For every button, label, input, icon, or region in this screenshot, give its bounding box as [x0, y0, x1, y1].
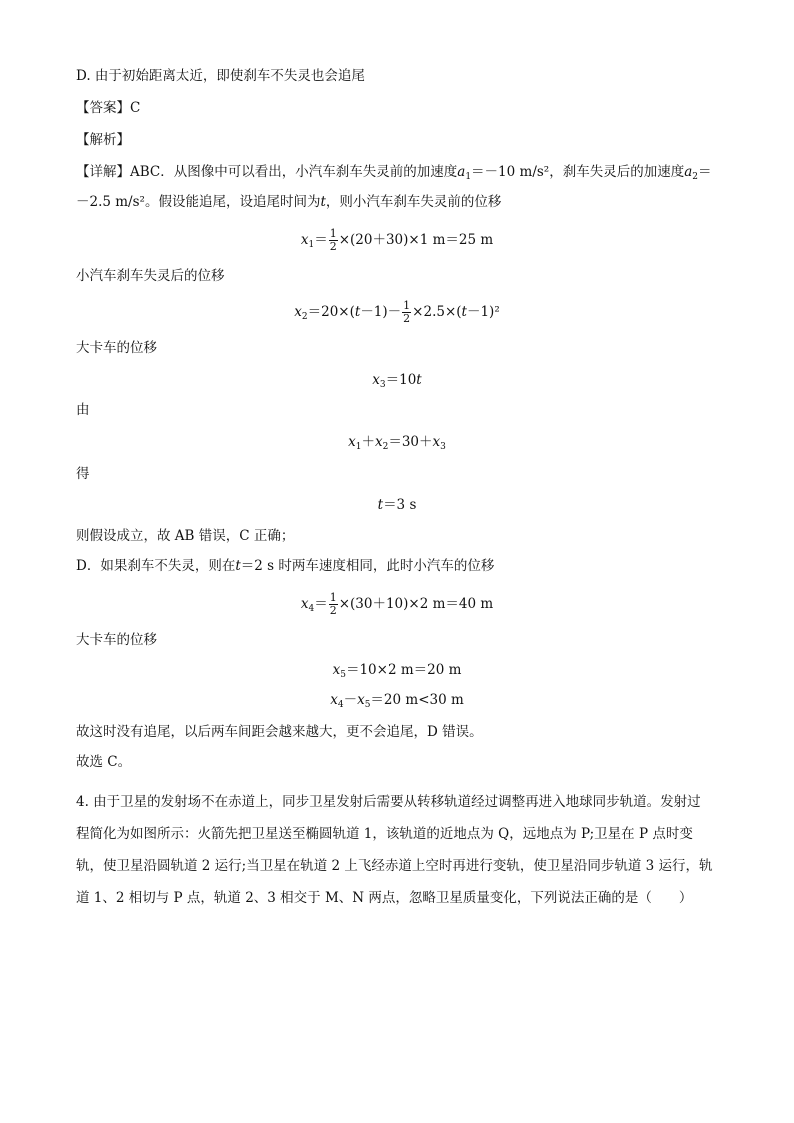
text-you: 由 — [76, 402, 90, 418]
equation-text: ＝30＋ — [388, 434, 433, 450]
equation-x1: $x_1=$ $\frac{1}{2}$ ×(20＋30)×1 m＝25 m — [300, 227, 494, 253]
equation-text: ×(20＋30)×1 m＝25 m — [338, 232, 494, 248]
detail-line-2: －2.5 m/s²。假设能追尾，设追尾时间为t，则小汽车刹车失灵前的位移 — [76, 194, 502, 210]
detail-text: ＝2 s 时两车速度相同，此时小汽车的位移 — [240, 558, 495, 574]
text-x3-intro: 大卡车的位移 — [76, 340, 157, 356]
equation-text: ×(30＋10)×2 m＝40 m — [338, 596, 494, 612]
answer-value: C — [130, 100, 141, 116]
equation-text: －1)－ — [360, 304, 402, 320]
equation-text: ×2.5×( — [412, 304, 462, 320]
question-4-line-3: 轨，使卫星沿圆轨道 2 运行;当卫星在轨道 2 上飞经赤道上空时再进行变轨，使卫星沿同步轨道 3 运行，轨 — [76, 858, 713, 874]
question-4-line-1: 4. 由于卫星的发射场不在赤道上，同步卫星发射后需要从转移轨道经过调整再进入地球同步轨道。发射过 — [76, 794, 701, 810]
text-conclusion-abc: 则假设成立，故 AB 错误，C 正确； — [76, 528, 295, 544]
equation-text: ＝3 s — [383, 496, 417, 513]
equation-sum: $x_1+x_2=30+x_3$ — [348, 434, 446, 452]
equation-t: t＝3 s — [377, 496, 417, 513]
detail-text: D．如果刹车不失灵，则在 — [76, 558, 236, 574]
answer-row — [76, 98, 140, 118]
option-d: D. 由于初始距离太近，即使刹车不失灵也会追尾 — [76, 68, 365, 84]
text-de: 得 — [76, 466, 90, 482]
equation-text: －1)² — [466, 304, 500, 320]
text-x2-intro: 小汽车刹车失灵后的位移 — [76, 268, 225, 284]
equation-text: ＝10×2 m＝20 m — [345, 662, 462, 678]
detail-text: －2.5 m/s²。假设能追尾，设追尾时间为 — [76, 194, 321, 210]
text-d-intro: D．如果刹车不失灵，则在t＝2 s 时两车速度相同，此时小汽车的位移 — [76, 558, 495, 574]
equation-text: ＝10 — [385, 372, 417, 388]
detail-line-1: 【详解】ABC．从图像中可以看出，小汽车刹车失灵前的加速度$a_1=-10$ m/s²，刹车失灵后的加速度$a_2=$ — [76, 164, 712, 182]
question-4-line-2: 程简化为如图所示：火箭先把卫星送至椭圆轨道 1，该轨道的近地点为 Q，远地点为 P;卫星在 P 点时变 — [76, 826, 693, 842]
detail-text: ＝ — [698, 164, 712, 180]
text-x5-intro: 大卡车的位移 — [76, 632, 157, 648]
text-choose: 故选 C。 — [76, 754, 132, 770]
detail-text: ，则小汽车刹车失灵前的位移 — [325, 194, 502, 210]
equation-x3: $x_3=10t$ — [372, 372, 422, 390]
question-4-line-4: 道 1、2 相切与 P 点，轨道 2、3 相交于 M、N 两点，忽略卫星质量变化，下列说法正确的是（ ） — [76, 890, 693, 906]
equation-text: ＝20×( — [307, 304, 355, 320]
equation-text: ＝20 m<30 m — [370, 692, 464, 708]
equation-x4: $x_4=$ $\frac{1}{2}$ ×(30＋10)×2 m＝40 m — [300, 591, 494, 617]
equation-diff: $x_4-x_5=20$ m<30 m — [330, 692, 464, 710]
detail-text: ＝－10 m/s²，刹车失灵后的加速度 — [471, 164, 685, 180]
analysis-label: 【解析】 — [76, 132, 130, 148]
answer-label: 【答案】 — [76, 100, 130, 116]
equation-x2: $x_2=20\times(t-1)-$ $\frac{1}{2}$ ×2.5×(t－1)² — [294, 299, 500, 325]
text-d-conclusion: 故这时没有追尾，以后两车间距会越来越大，更不会追尾，D 错误。 — [76, 724, 483, 740]
equation-x5: $x_5=10\times 2$ m＝20 m — [332, 662, 462, 680]
detail-text: 【详解】ABC．从图像中可以看出，小汽车刹车失灵前的加速度 — [76, 164, 458, 180]
